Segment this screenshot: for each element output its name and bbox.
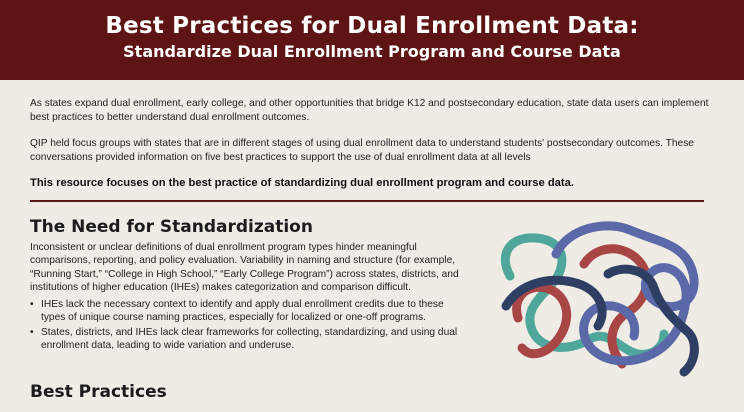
need-bullet-2: • States, districts, and IHEs lack clear frameworks for collecting, standardizing, and using dual enrollment data, leading to wide variation and underuse. bbox=[30, 326, 470, 353]
intro-paragraph-2: QIP held focus groups with states that are in different stages of using dual enrollment data to understand students' postsecondary outcomes. These conversations provided information on five best practices to support the use of dual enrollment data at all levels bbox=[30, 138, 694, 163]
need-heading: The Need for Standardization bbox=[30, 217, 313, 237]
page-subtitle: Standardize Dual Enrollment Program and Course Data bbox=[123, 42, 621, 61]
focus-statement: This resource focuses on the best practice of standardizing dual enrollment program and course data. bbox=[30, 177, 574, 189]
tangled-lines-illustration bbox=[488, 214, 702, 380]
need-bullet-1: • IHEs lack the necessary context to identify and apply dual enrollment credits due to these types of unique course naming practices, especially for localized or one-off programs. bbox=[30, 298, 470, 325]
need-bullet-list bbox=[30, 298, 470, 353]
need-paragraph: Inconsistent or unclear definitions of dual enrollment program types hinder meaningful comparisons, reporting, and policy evaluation. Variability in naming and structure (for example, “Running Start,” “College in High School,” “Early College Program”) across states, districts, and institutions of higher education (IHEs) makes categorization and comparison difficult. bbox=[30, 242, 459, 293]
header-banner bbox=[0, 0, 744, 80]
intro-paragraph-1: As states expand dual enrollment, early college, and other opportunities that bridge K12 and postsecondary education, state data users can implement best practices to better understand dual enrollment outcomes. bbox=[30, 98, 709, 123]
section-divider bbox=[30, 200, 704, 202]
best-practices-heading: Best Practices bbox=[30, 382, 167, 402]
page-title: Best Practices for Dual Enrollment Data: bbox=[105, 13, 639, 39]
